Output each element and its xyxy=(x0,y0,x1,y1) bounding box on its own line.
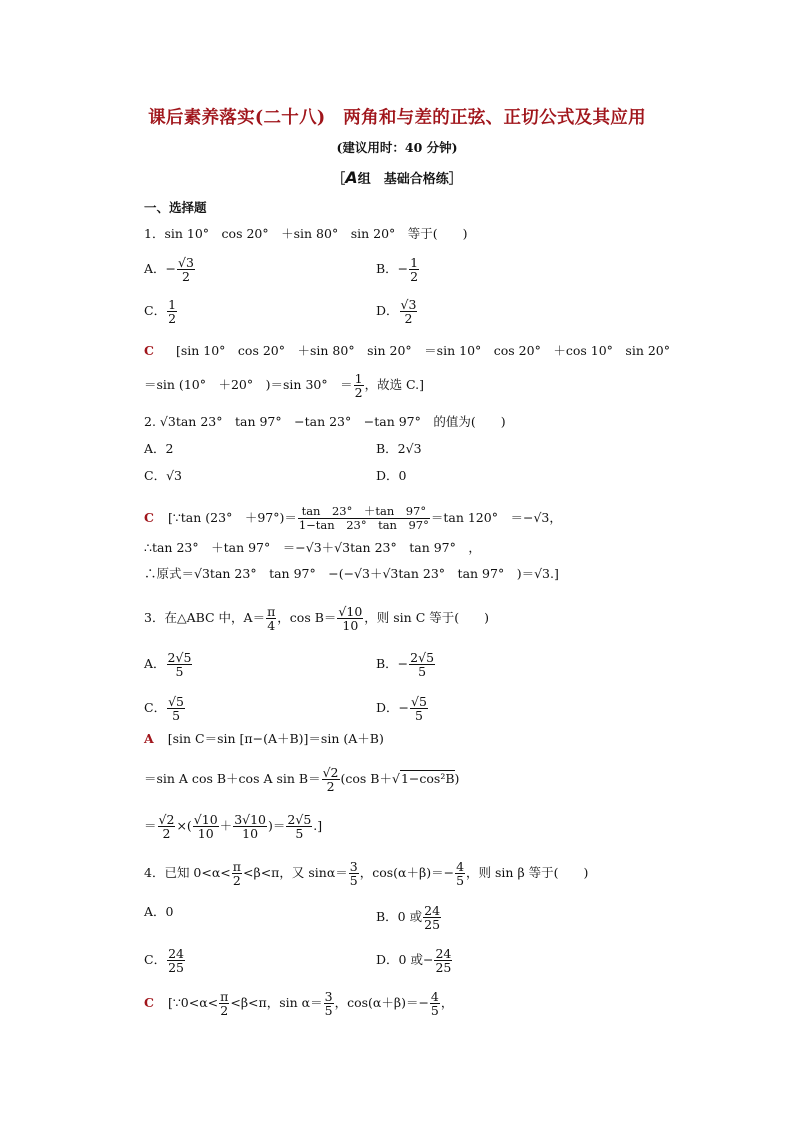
q3-solution-line3 xyxy=(144,813,322,840)
q3-stem-mid: ，cos B＝ xyxy=(277,610,337,625)
q3-option-c-frac xyxy=(167,695,185,722)
group-letter: A xyxy=(345,168,358,187)
q2-option-d: D．0 xyxy=(376,468,407,483)
q1-option-d-frac xyxy=(400,298,418,325)
q4-option-c-den: 25 xyxy=(168,960,184,975)
q3-solution-line1 xyxy=(144,731,384,747)
q4-option-d-num: 24 xyxy=(435,946,452,961)
q3-option-d-frac xyxy=(410,695,428,722)
q1-option-c-frac xyxy=(167,298,177,325)
q3-stem-a-den: 4 xyxy=(267,618,276,633)
q3-solution2-num: √2 xyxy=(322,765,339,780)
q2-solution-line1 xyxy=(144,505,562,532)
q4-answer: C xyxy=(144,995,154,1010)
q4-stem-c-num: 4 xyxy=(456,859,465,874)
q3-solution2-mid: (cos B＋ xyxy=(340,771,392,786)
q1-solution-line1 xyxy=(144,343,670,359)
q3-solution3-eq: ＝ xyxy=(144,818,157,833)
q3-option-d-label: D．− xyxy=(376,700,409,715)
q4-solution-pi-den: 2 xyxy=(220,1003,229,1018)
q2-answer: C xyxy=(144,510,154,525)
q3-solution3-frac-b xyxy=(193,813,219,840)
q4-stem-frac-pi xyxy=(232,860,242,887)
q1-option-d-label: D． xyxy=(376,303,399,318)
q3-stem-a-num: π xyxy=(267,604,276,619)
q4-solution-mid2: ，cos(α＋β)＝− xyxy=(334,995,429,1010)
q4-option-b-num: 24 xyxy=(424,903,441,918)
q3-solution2-post: ) xyxy=(454,771,460,786)
q4-solution-c-num: 4 xyxy=(430,989,439,1004)
q3-stem-b-num: √10 xyxy=(338,604,363,619)
q4-stem-post: ，则 sin β 等于( ) xyxy=(466,865,589,880)
q1-option-b-den: 2 xyxy=(410,269,419,284)
q4-option-d-frac xyxy=(434,947,452,974)
q4-option-c xyxy=(144,947,186,974)
q2-solution-post: ＝tan 120° ＝−√3， xyxy=(430,510,562,525)
q3-option-c-label: C． xyxy=(144,700,167,715)
q1-option-b-frac xyxy=(409,256,419,283)
q3-solution-line2: ＝sin A cos B＋cos A sin B＝ $\frac{√2}{2}$ (cos B＋√1−cos²B) xyxy=(144,765,460,794)
q4-option-c-frac xyxy=(167,947,185,974)
q3-solution-text1: [sin C＝sin [π−(A＋B)]＝sin (A＋B) xyxy=(167,731,384,746)
q4-option-b xyxy=(376,904,442,931)
q4-solution-frac-s xyxy=(324,990,334,1017)
q3-solution3-frac-c xyxy=(233,813,267,840)
q3-solution3-d-num: 2√5 xyxy=(287,812,312,827)
q2-solution-pre: [∵tan (23° ＋97°)＝ xyxy=(167,510,297,525)
q3-solution3-d-den: 5 xyxy=(295,826,304,841)
q3-option-a-num: 2√5 xyxy=(167,650,192,665)
q1-option-d xyxy=(376,298,418,325)
q4-solution-s-num: 3 xyxy=(324,989,333,1004)
q3-solution2-root: 1−cos²B xyxy=(400,771,455,786)
q3-answer: A xyxy=(144,731,154,746)
q4-option-b-frac xyxy=(423,904,441,931)
q2-stem: 2. √3tan 23° tan 97° −tan 23° −tan 97° 的值为( ) xyxy=(144,414,506,429)
q3-solution3-close: )＝ xyxy=(268,818,286,833)
q3-solution3-times: ×( xyxy=(176,818,192,833)
q3-stem-frac-b xyxy=(337,605,363,632)
q1-option-c-num: 1 xyxy=(168,297,177,312)
q3-solution3-frac-d xyxy=(286,813,312,840)
q4-option-d-den: 25 xyxy=(435,960,452,975)
q4-option-d-label: D．0 或− xyxy=(376,952,434,967)
q3-solution3-c-den: 10 xyxy=(242,826,259,841)
q4-option-a: A．0 xyxy=(144,904,174,919)
q2-solution-frac xyxy=(298,505,430,532)
q4-solution-s-den: 5 xyxy=(324,1003,333,1018)
q1-solution-line2 xyxy=(144,372,424,399)
q3-solution3-b-den: 10 xyxy=(197,826,214,841)
q3-option-c xyxy=(144,695,186,722)
q2-option-a: A．2 xyxy=(144,441,174,456)
q4-stem-mid1: <β<π，又 sinα＝ xyxy=(243,865,348,880)
q1-solution-post: ，故选 C.] xyxy=(364,377,425,392)
group-label: 组 基础合格练 xyxy=(357,172,449,187)
q3-option-c-num: √5 xyxy=(168,694,184,709)
q1-option-c-den: 2 xyxy=(168,311,177,326)
q2-option-c: C．√3 xyxy=(144,468,182,483)
q3-option-d-den: 5 xyxy=(414,708,423,723)
q1-stem: 1．sin 10° cos 20° ＋sin 80° sin 20° 等于( ) xyxy=(144,226,468,241)
q4-stem-frac-c xyxy=(455,860,465,887)
q4-stem-c-den: 5 xyxy=(456,873,465,888)
q4-stem-s-num: 3 xyxy=(349,859,358,874)
q2-solution-line2: ∴tan 23° ＋tan 97° ＝−√3＋√3tan 23° tan 97° ， xyxy=(144,540,481,555)
q2-option-b: B．2√3 xyxy=(376,441,422,456)
q4-solution-post: ， xyxy=(440,995,454,1010)
q4-solution-line1 xyxy=(144,990,453,1017)
q3-option-a-frac xyxy=(167,651,193,678)
q3-option-b-frac xyxy=(409,651,435,678)
q4-stem-pi-num: π xyxy=(232,859,241,874)
q3-option-a xyxy=(144,651,193,678)
q3-solution2-pre: ＝sin A cos B＋cos A sin B＝ xyxy=(144,771,321,786)
q3-solution3-plus: ＋ xyxy=(219,818,233,833)
q1-solution-frac xyxy=(354,372,364,399)
q4-stem-frac-s xyxy=(349,860,359,887)
group-heading xyxy=(0,168,794,187)
q3-solution2-den: 2 xyxy=(326,779,335,794)
q4-option-c-num: 24 xyxy=(168,946,184,961)
q1-solution-text1: [sin 10° cos 20° ＋sin 80° sin 20° ＝sin 10° cos 20° ＋cos 10° sin 20° xyxy=(175,343,671,358)
group-bracket-right: ］ xyxy=(448,172,462,187)
section-label: 一、选择题 xyxy=(144,200,207,215)
q4-stem-s-den: 5 xyxy=(349,873,358,888)
q3-option-a-den: 5 xyxy=(175,664,184,679)
q4-solution-pi-num: π xyxy=(220,989,229,1004)
q3-option-b xyxy=(376,651,436,678)
q1-option-a-frac xyxy=(177,256,195,283)
q1-answer: C xyxy=(144,343,154,358)
q3-solution3-frac-a xyxy=(158,813,176,840)
q1-option-a xyxy=(144,256,196,283)
q1-option-b-label: B．− xyxy=(376,261,409,276)
q4-option-b-den: 25 xyxy=(424,917,441,932)
q3-solution3-a-num: √2 xyxy=(158,812,175,827)
suggested-time: (建议用时：40 分钟) xyxy=(336,140,458,155)
q4-option-d xyxy=(376,947,453,974)
q3-option-b-label: B．− xyxy=(376,656,409,671)
q4-stem-mid2: ，cos(α＋β)＝− xyxy=(359,865,455,880)
group-bracket-left: ［ xyxy=(332,172,346,187)
page-title: 课后素养落实(二十八) 两角和与差的正弦、正切公式及其应用 xyxy=(148,108,646,128)
q3-option-d xyxy=(376,695,429,722)
q1-solution-den: 2 xyxy=(354,385,363,400)
q3-solution3-c-num: 3√10 xyxy=(234,812,267,827)
q4-solution-frac-c xyxy=(430,990,440,1017)
q1-solution-pre: ＝sin (10° ＋20° )＝sin 30° ＝ xyxy=(144,377,353,392)
q3-option-b-num: 2√5 xyxy=(410,650,435,665)
q3-stem-pre: 3．在△ABC 中，A＝ xyxy=(144,610,266,625)
q1-option-b xyxy=(376,256,420,283)
q1-option-c xyxy=(144,298,178,325)
q1-option-b-num: 1 xyxy=(410,255,419,270)
q2-solution-num: tan 23° ＋tan 97° xyxy=(298,505,430,519)
q4-option-b-label: B．0 或 xyxy=(376,909,423,924)
q3-solution2-frac xyxy=(322,766,340,793)
q3-option-b-den: 5 xyxy=(418,664,427,679)
q1-option-d-den: 2 xyxy=(404,311,413,326)
q3-stem-b-den: 10 xyxy=(342,618,359,633)
q4-solution-c-den: 5 xyxy=(430,1003,439,1018)
q4-solution-mid1: <β<π，sin α＝ xyxy=(230,995,323,1010)
q3-option-c-den: 5 xyxy=(172,708,181,723)
q3-option-a-label: A． xyxy=(144,656,166,671)
q4-stem-pre: 4．已知 0<α< xyxy=(144,865,231,880)
q1-solution-num: 1 xyxy=(354,371,363,386)
q4-stem xyxy=(144,860,588,887)
q3-solution3-a-den: 2 xyxy=(162,826,171,841)
q3-solution3-b-num: √10 xyxy=(193,812,218,827)
q4-solution-pre: [∵0<α< xyxy=(167,995,219,1010)
q1-option-c-label: C． xyxy=(144,303,167,318)
q3-stem-post: ，则 sin C 等于( ) xyxy=(364,610,489,625)
q1-option-d-num: √3 xyxy=(400,297,417,312)
q3-solution3-end: .] xyxy=(313,818,323,833)
q4-stem-pi-den: 2 xyxy=(232,873,241,888)
q1-option-a-den: 2 xyxy=(182,269,190,284)
q3-stem xyxy=(144,605,489,632)
q2-solution-line3: ∴原式＝√3tan 23° tan 97° −(−√3＋√3tan 23° tan 97° )＝√3.] xyxy=(144,566,559,581)
q3-stem-frac-a xyxy=(266,605,276,632)
q3-option-d-num: √5 xyxy=(411,694,427,709)
q1-option-a-num: √3 xyxy=(178,255,194,270)
q4-option-c-label: C． xyxy=(144,952,167,967)
q4-solution-frac-pi xyxy=(219,990,229,1017)
q1-option-a-label: A．− xyxy=(144,261,177,276)
q2-solution-den: 1−tan 23° tan 97° xyxy=(298,518,429,532)
